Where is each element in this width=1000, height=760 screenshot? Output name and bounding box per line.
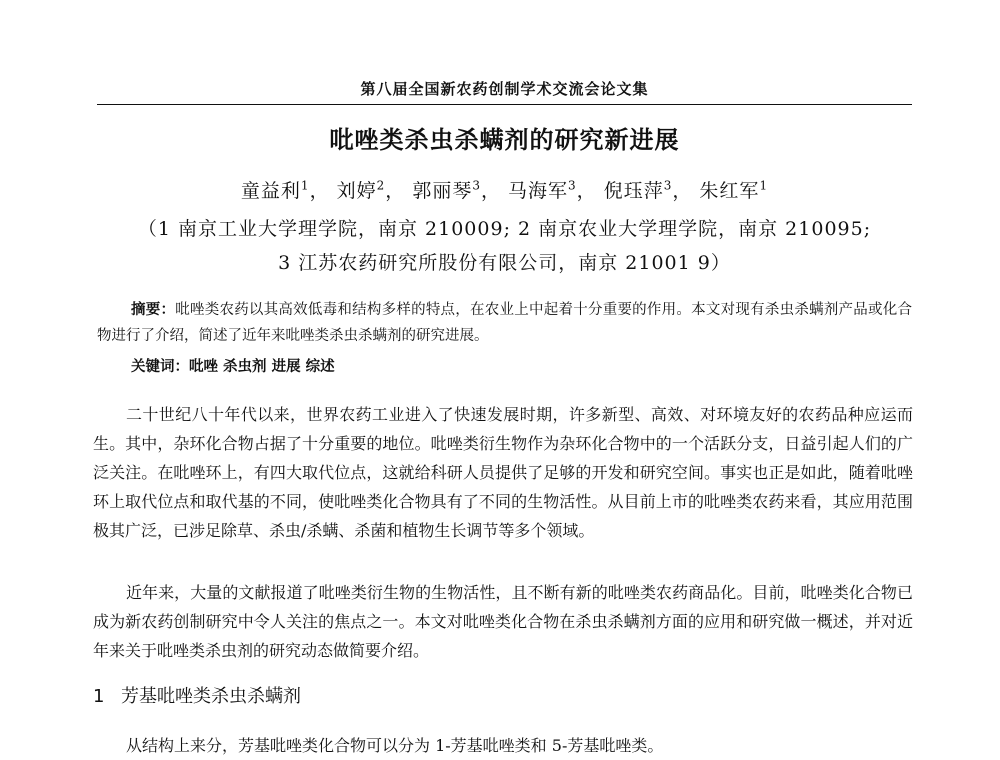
section-title: 芳基吡唑类杀虫杀螨剂 [121, 686, 301, 707]
section-number: 1 [93, 686, 105, 707]
author-name: 童益利 [240, 180, 301, 202]
author-affiliation-mark: 3 [663, 178, 673, 193]
keywords-label: 关键词： [131, 358, 189, 375]
author-name: 刘婷 [336, 180, 377, 202]
author-name: 郭丽琴 [412, 180, 473, 202]
paper-title: 吡唑类杀虫杀螨剂的研究新进展 [329, 125, 680, 154]
keywords [131, 355, 911, 376]
affiliation-line-2: 3 江苏农药研究所股份有限公司，南京 21001 9） [278, 252, 731, 274]
section-body-text: 从结构上来分，芳基吡唑类化合物可以分为 1-芳基吡唑类和 5-芳基吡唑类。 [126, 736, 664, 755]
running-header: 第八届全国新农药创制学术交流会论文集 [360, 80, 649, 98]
author-affiliation-mark: 1 [300, 178, 310, 193]
author-affiliation-mark: 3 [568, 178, 577, 193]
author-affiliation-mark: 1 [759, 178, 769, 193]
author-name: 马海军 [508, 180, 569, 202]
abstract-label: 摘要： [131, 301, 176, 318]
header-rule [97, 104, 912, 105]
abstract-text: 吡唑类农药以其高效低毒和结构多样的特点，在农业上中起着十分重要的作用。本文对现有杀虫杀螨剂产品或化合物进行了介绍，简述了近年来吡唑类杀虫杀螨剂的研究进展。 [97, 302, 913, 344]
author-name: 倪珏萍 [603, 180, 664, 202]
author-list: 童益利$^1$， 刘婷$^2$， 郭丽琴$^3$， 马海军$^3$， 倪珏萍$^3$， 朱红军$^1$ [240, 178, 769, 202]
author-affiliation-mark: 3 [472, 178, 481, 193]
author-affiliation-mark: 2 [376, 178, 386, 193]
body-paragraph-1: 二十世纪八十年代以来，世界农药工业进入了快速发展时期，许多新型、高效、对环境友好的农药品种应运而生。其中，杂环化合物占据了十分重要的地位。吡唑类衍生物作为杂环化合物中的一个活跃分支，日益引起人们的广泛关注。在吡唑环上，有四大取代位点，这就给科研人员提供了足够的开发和研究空间。事实也正是如此，随着吡唑环上取代位点和取代基的不同，使吡唑类化合物具有了不同的生物活性。从目前上市的吡唑类农药来看，其应用范围极其广泛，已涉足除草、杀虫/杀螨、杀菌和植物生长调节等多个领域。 [93, 405, 913, 540]
abstract [97, 297, 912, 349]
author-name: 朱红军 [699, 180, 760, 202]
body-paragraph-2: 近年来，大量的文献报道了吡唑类衍生物的生物活性，且不断有新的吡唑类农药商品化。目前，吡唑类化合物已成为新农药创制研究中令人关注的焦点之一。本文对吡唑类化合物在杀虫杀螨剂方面的应用和研究做一概述，并对近年来关于吡唑类杀虫剂的研究动态做简要介绍。 [93, 583, 913, 660]
section-heading [93, 682, 913, 708]
keywords-text: 吡唑 杀虫剂 进展 综述 [189, 358, 335, 375]
affiliation-line-1: （1 南京工业大学理学院，南京 210009; 2 南京农业大学理学院，南京 210095; [137, 218, 872, 240]
